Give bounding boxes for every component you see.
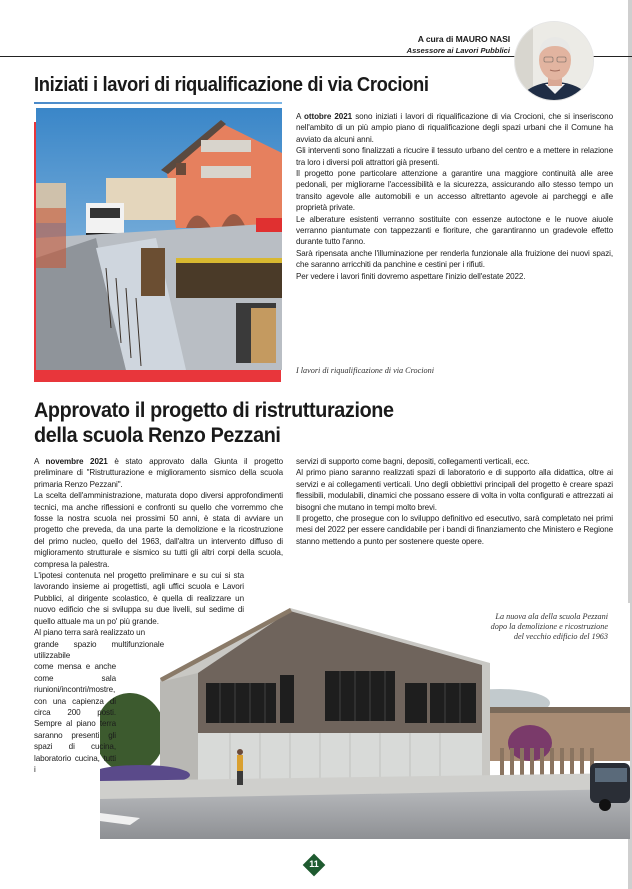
via-crocioni-photo: [36, 108, 282, 370]
article2-paragraph: Il progetto, che prosegue con lo sviluppo definitivo ed esecutivo, sarà completato nei primi mesi del 2022 per essere candidabile per i bandi di finanziamento che Ministero e Regione stanno mettendo a punto per sostenere queste opere.: [296, 514, 613, 546]
date-highlight: novembre 2021: [45, 457, 108, 466]
article1-paragraph: Per vedere i lavori finiti dovremo aspettare l'inizio dell'estate 2022.: [296, 271, 526, 281]
author-portrait: [514, 21, 594, 101]
paragraph-lead: A: [34, 457, 46, 466]
article2-caption: [491, 612, 608, 643]
construction-photo: [34, 108, 282, 382]
author-role: Assessore ai Lavori Pubblici: [406, 46, 510, 55]
date-highlight: ottobre 2021: [304, 112, 353, 121]
article2-wrap-line: Al piano terra sarà realizzato un: [34, 628, 145, 638]
article2-wrap-line: grande spazio multifunzionale utilizzabile: [34, 639, 164, 660]
paragraph-lead: A: [296, 112, 305, 121]
article1-paragraph: Le alberature esistenti verranno sostituite con essenze autoctone e le nuove aiuole verranno piantumate con tappezzanti e fioriture, che garantiranno un gradevole effetto durante tutto l'anno.: [296, 214, 613, 247]
article2-left-column: [34, 456, 283, 775]
paragraph-text: sono iniziati i lavori di riqualificazione di via Crocioni, che si inseriscono nell'ambito di un più ampio piano di riqualificazione degli spazi urbani che il Comune ha avviato da alcuni anni.: [296, 112, 613, 144]
article2-paragraph: Al primo piano saranno realizzati spazi di laboratorio e di supporto alla didattica, oltre ai servizi e ai collegamenti verticali. Uno degli obbiettivi principali del progetto è creare spazi flessibili, modulabili, dinamici che possano essere di volta in volta configurati e attrezzati ai bisogni che mutano in tempi molto brevi.: [296, 468, 613, 512]
author-name: A cura di MAURO NASI: [417, 34, 510, 44]
caption-line: del vecchio edificio del 1963: [513, 632, 608, 642]
article1-paragraph: Gli interventi sono finalizzati a ricucire il tessuto urbano del centro e a mettere in relazione tra loro i diversi poli attrattori già presenti.: [296, 146, 613, 167]
article1-caption: I lavori di riqualificazione di via Crocioni: [296, 366, 434, 375]
article2-title: [34, 398, 394, 448]
caption-line: La nuova ala della scuola Pezzani: [495, 612, 608, 621]
article2-title-line1: Approvato il progetto di ristrutturazione: [34, 398, 394, 422]
article1-body: [296, 111, 613, 282]
caption-line: dopo la demolizione e ricostruzione: [490, 622, 608, 632]
article1-paragraph: Sarà ripensata anche l'illuminazione per renderla funzionale alla fruizione dei nuovi spazi, che saranno arricchiti da panchine e cestini per i rifiuti.: [296, 248, 613, 270]
page-number: 11: [309, 859, 319, 869]
paragraph-text: è stato approvato dalla Giunta il progetto preliminare di "Ristrutturazione e miglioramento sismico della scuola primaria Renzo Pezzani".: [34, 457, 283, 489]
article1-title: Iniziati i lavori di riqualificazione di via Crocioni: [34, 74, 429, 96]
article1-paragraph: Il progetto pone particolare attenzione a garantire una maggiore continuità alle aree pedonali, per migliorarne l'accessibilità e la sicurezza, assicurando allo stesso tempo un transito agevole alle automobili e un accesso altrettanto agevole ai parcheggi e alle proprietà private.: [296, 169, 613, 213]
article1-paragraph: [296, 111, 613, 145]
page-number-badge: [304, 855, 324, 875]
article2-paragraph: [34, 456, 283, 490]
byline: [407, 34, 510, 55]
title-underline: [34, 102, 282, 104]
article2-paragraph: L'ipotesi contenuta nel progetto preliminare e su cui si sta lavorando insieme ai progettisti, agli uffici scuola e Lavori Pubblici, al dirigente scolastico, è quella di realizzare un nuovo edificio che si sviluppa su due livelli, sul sedime di quello attuale ma un po' più grande.: [34, 571, 244, 626]
article2-right-column: [296, 456, 613, 547]
article2-paragraph: La scelta dell'amministrazione, maturata dopo diversi approfondimenti tecnici, ma anche riflessioni e confronti su quello che vorremmo che fosse la nostra scuola nei prossimi 50 anni, è stata di avviare un progetto che preveda, da una parte la demolizione e la ricostruzione del primo nucleo, quello del 1963, dall'altra un intervento diffuso di miglioramento strutturale e sismico su tutti gli altri corpi della scuola, compresa la palestra.: [34, 491, 283, 569]
article2-paragraph: servizi di supporto come bagni, depositi, collegamenti verticali, ecc.: [296, 457, 530, 466]
article2-narrow-text: come mensa e anche come sala riunioni/incontri/mostre, con una capienza di circa 200 posti. Sempre al piano terra saranno presenti gli spazi di cucina, laboratorio cucina, tutti i: [34, 662, 116, 774]
article2-title-line2: della scuola Renzo Pezzani: [34, 423, 281, 447]
